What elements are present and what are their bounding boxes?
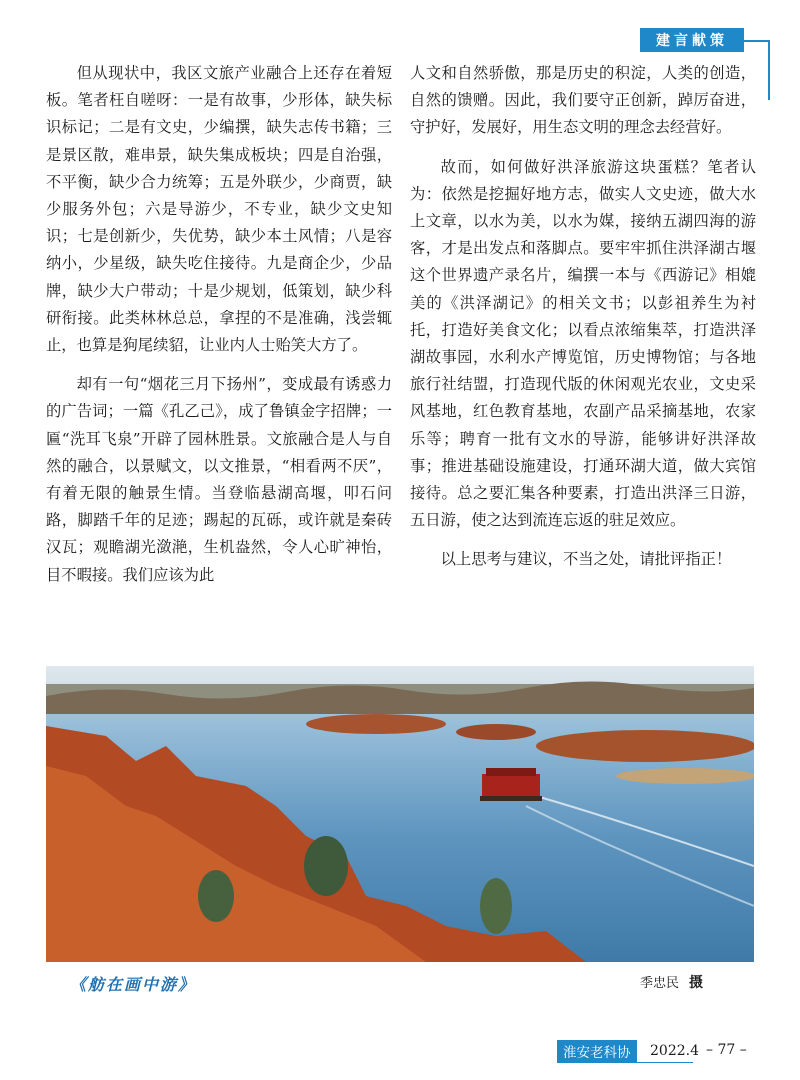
issue-number: 2022.4 [650,1043,699,1059]
section-tab-rule-vertical [768,40,770,100]
paragraph: 人文和自然骄傲，那是历史的积淀，人类的创造，自然的馈赠。因此，我们要守正创新，踔厉奋进，守护好，发展好，用生态文明的理念去经营好。 [410,64,756,137]
lake-photo [46,666,754,962]
paragraph: 以上思考与建议，不当之处，请批评指正！ [440,550,732,569]
credit-word: 摄 [689,975,704,991]
left-column [46,60,392,589]
photo-caption: 《舫在画中游》 [70,975,197,994]
photographer-name: 季忠民 [640,976,680,991]
publication-name: 淮安老科协 [557,1040,637,1062]
section-tab: 建言献策 [640,28,744,52]
photo-credit [640,972,703,992]
paragraph: 但从现状中，我区文旅产业融合上还存在着短板。笔者枉自嗟呀：一是有故事，少形体，缺失标识标记；二是有文史，少编撰，缺失志传书籍；三是景区散，难串景，缺失集成板块；四是自治强，不平衡，缺少合力统筹；五是外联少，少商贾，缺少服务外包；六是导游少，不专业，缺少文史知识；七是创新少，失优势，缺少本土风情；八是容纳小，少星级，缺失吃住接待。九是商企少，少品牌，缺少大户带动；十是少规划，低策划，缺少科研衔接。此类林林总总，拿捏的不是准确，浅尝辄止，也算是狗尾续貂，让业内人士贻笑大方了。 [46,64,392,355]
page-number: – 77 – [706,1042,747,1058]
footer-rule [557,1062,693,1063]
paragraph: 却有一句“烟花三月下扬州”，变成最有诱惑力的广告词；一篇《孔乙己》，成了鲁镇金字招牌；一匾“洗耳飞泉”开辟了园林胜景。文旅融合是人与自然的融合，以景赋文，以文推景，“相看两不厌”，有着无限的触景生情。当登临悬湖高堰，叩石问路，脚踏千年的足迹；踢起的瓦砾，或许就是秦砖汉瓦；观瞻湖光潋滟，生机盎然，令人心旷神怡，目不暇接。我们应该为此 [46,375,392,584]
right-column [410,60,756,574]
paragraph: 故而，如何做好洪泽旅游这块蛋糕？笔者认为：依然是挖掘好地方志，做实人文史迹，做大水上文章，以水为美，以水为媒，接纳五湖四海的游客，才是出发点和落脚点。要牢牢抓住洪泽湖古堰这个世界遗产录名片，编撰一本与《西游记》相媲美的《洪泽湖记》的相关文书；以彭祖养生为衬托，打造好美食文化；以看点浓缩集萃，打造洪泽湖故事园，水利水产博览馆，历史博物馆；与各地旅行社结盟，打造现代版的休闲观光农业，文史采风基地，红色教育基地，农副产品采摘基地，农家乐等；聘育一批有文水的导游，能够讲好洪泽故事；推进基础设施建设，打通环湖大道，做大宾馆接待。总之要汇集各种要素，打造出洪泽三日游，五日游，使之达到流连忘返的驻足效应。 [410,157,756,530]
section-tab-rule [744,40,770,42]
